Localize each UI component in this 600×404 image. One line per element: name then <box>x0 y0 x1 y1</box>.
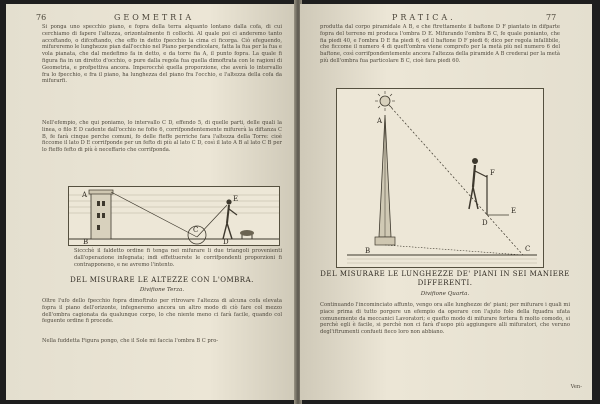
left-paragraph-4: Nella fuddetta Figura pongo, che il Sole mi faccia l'ombra B C pro- <box>42 338 219 344</box>
fig-right-label-a: A <box>377 117 383 125</box>
catchword: Ven- <box>570 384 582 390</box>
running-head-left: GEOMETRIA <box>114 13 195 22</box>
page-number-right: 77 <box>546 13 557 22</box>
fig-right-label-d: D <box>482 219 488 227</box>
fig-right-label-c: C <box>525 245 531 253</box>
right-paragraph-2: Continuando l'incominciato affunto, vengo ora alle lunghezze de' piani; per mifurare i quali mi piace prima di tutto porgere un efempio da operare con l'ajuto folo della fquadra ufata comunemente da meccanici Lavoratori; e quefto modo di mifurare fortera fi molto comodo, si perchè egli è facile, si perchè non ci farà d'uopo più aggiungere alli mifuratori, che veruno degl'iftrumenti confueti fieco loro non abbiano. <box>320 302 570 336</box>
left-paragraph-3: Oltre l'ufo dello fpecchio fopra dimoftrato per ritrovare l'altezza di alcuna cofa elevata fopra il piano dell'orizonte, infegneremo ancora un altro modo di ciò fare col mezzo dell'ombra cagionata da qualunque corpo, lo che niente meno ci farà facile, quando col feguente ordine fi procede. <box>42 298 282 325</box>
fig-left-label-d: D <box>223 238 229 245</box>
fig-right-label-b: B <box>365 247 371 255</box>
right-paragraph-1: produtta dal corpo piramidale A B, e che ftrettamente il baftone D F piantato in difparte fopra del terreno mi produca l'ombra D E. Mifurando l'ombra B C, fe quale ponianto, che fia piedi 40, e l'ombra D E fia piedi 6, ed il baftone D F piedi 6; dico per regola infallibile, che ficcome il numero 4 di queft'ombra viene comprefo per la metà più nel numero 6 del baftone, così corrifpondentemente ancora l'altezza della piramide A B crederai per la metà più dell'ombra fua particolare B C, cioè fara piedi 60. <box>320 24 560 64</box>
section-heading-lengths: DEL MISURARE LE LUNGHEZZE DE' PIANI IN SEI MANIERE DIFFERENTI. <box>320 270 570 287</box>
figure-mirror-tower <box>68 186 280 246</box>
figure-caption-left: Siccchè il faldetto ordine fi tenga nei mifurare li due triangoli provenienti dall'operazione infegnata; indi effettuerete le corrifpondenti proporzioni fi contrapponeno, e ne avremo l'intento. <box>74 248 282 268</box>
division-third: Divifione Terza. <box>139 287 185 293</box>
left-paragraph-1: Si ponga uno specchio piano, e fopra della terra alquanto lontano dalla cofa, di cui cerchiamo di fapere l'altezza, orizontalmente fi collochi. Al quale poi ci anderemo tanto accoftando, o difcoftando, che effo in detto fpecchio la cima ci ficorga. Ciò efeguendo, mifureremo le lunghezze pian dall'occhio nel Piano perpendicolare, fatta la fua per la fua e vola pianata, che dal medefimo fa in detto, e da torre fia A, il punto fopra. La quale fi figura fia in un diretto d'occhio, o pure dalla regola fua quella dimoftrata con le ragioni di Geometria, e profpettiva ancora. Imperocchè quella proporzione, che averà lo intervallo fra lo fpecchio, e fra il piano, ha lunghezza del piano fra l'occhio, e l'altezza della cofa da mifurarfi. <box>42 24 282 85</box>
fig-right-label-f: F <box>490 169 495 177</box>
figure-obelisk-shadow <box>336 88 544 268</box>
fig-left-label-e: E <box>233 195 239 203</box>
page-number-left: 76 <box>36 13 47 22</box>
fig-left-label-b: B <box>83 238 89 245</box>
right-page <box>300 4 592 400</box>
running-head-right: PRATICA. <box>392 13 456 22</box>
division-fourth: Divifione Quarta. <box>420 291 470 297</box>
fig-left-label-c: C <box>193 226 199 234</box>
left-page <box>6 4 296 400</box>
fig-right-label-e: E <box>511 207 517 215</box>
section-heading-shadow: DEL MISURARE LE ALTEZZE CON L'OMBRA. <box>70 276 254 284</box>
left-paragraph-2: Nell'efempio, che qui poniamo, lo intervallo C D, effendo 5, di quelle parti, delle quali la linea, o filo E D cadente dall'occhio ne fofie 6, corrifpondentemente mifurerà la diftanza C B, fe farà cinque perche comuni, fo delle fteffe perriche fara l'altezza della Torre: cioè ficcome il lato D E corrifponde per un fefto di più al lato C D, così il lato A B al lato C B per lo fteffo fefto di più è neceffario che corrifponda. <box>42 120 282 154</box>
fig-left-label-a: A <box>82 191 88 199</box>
